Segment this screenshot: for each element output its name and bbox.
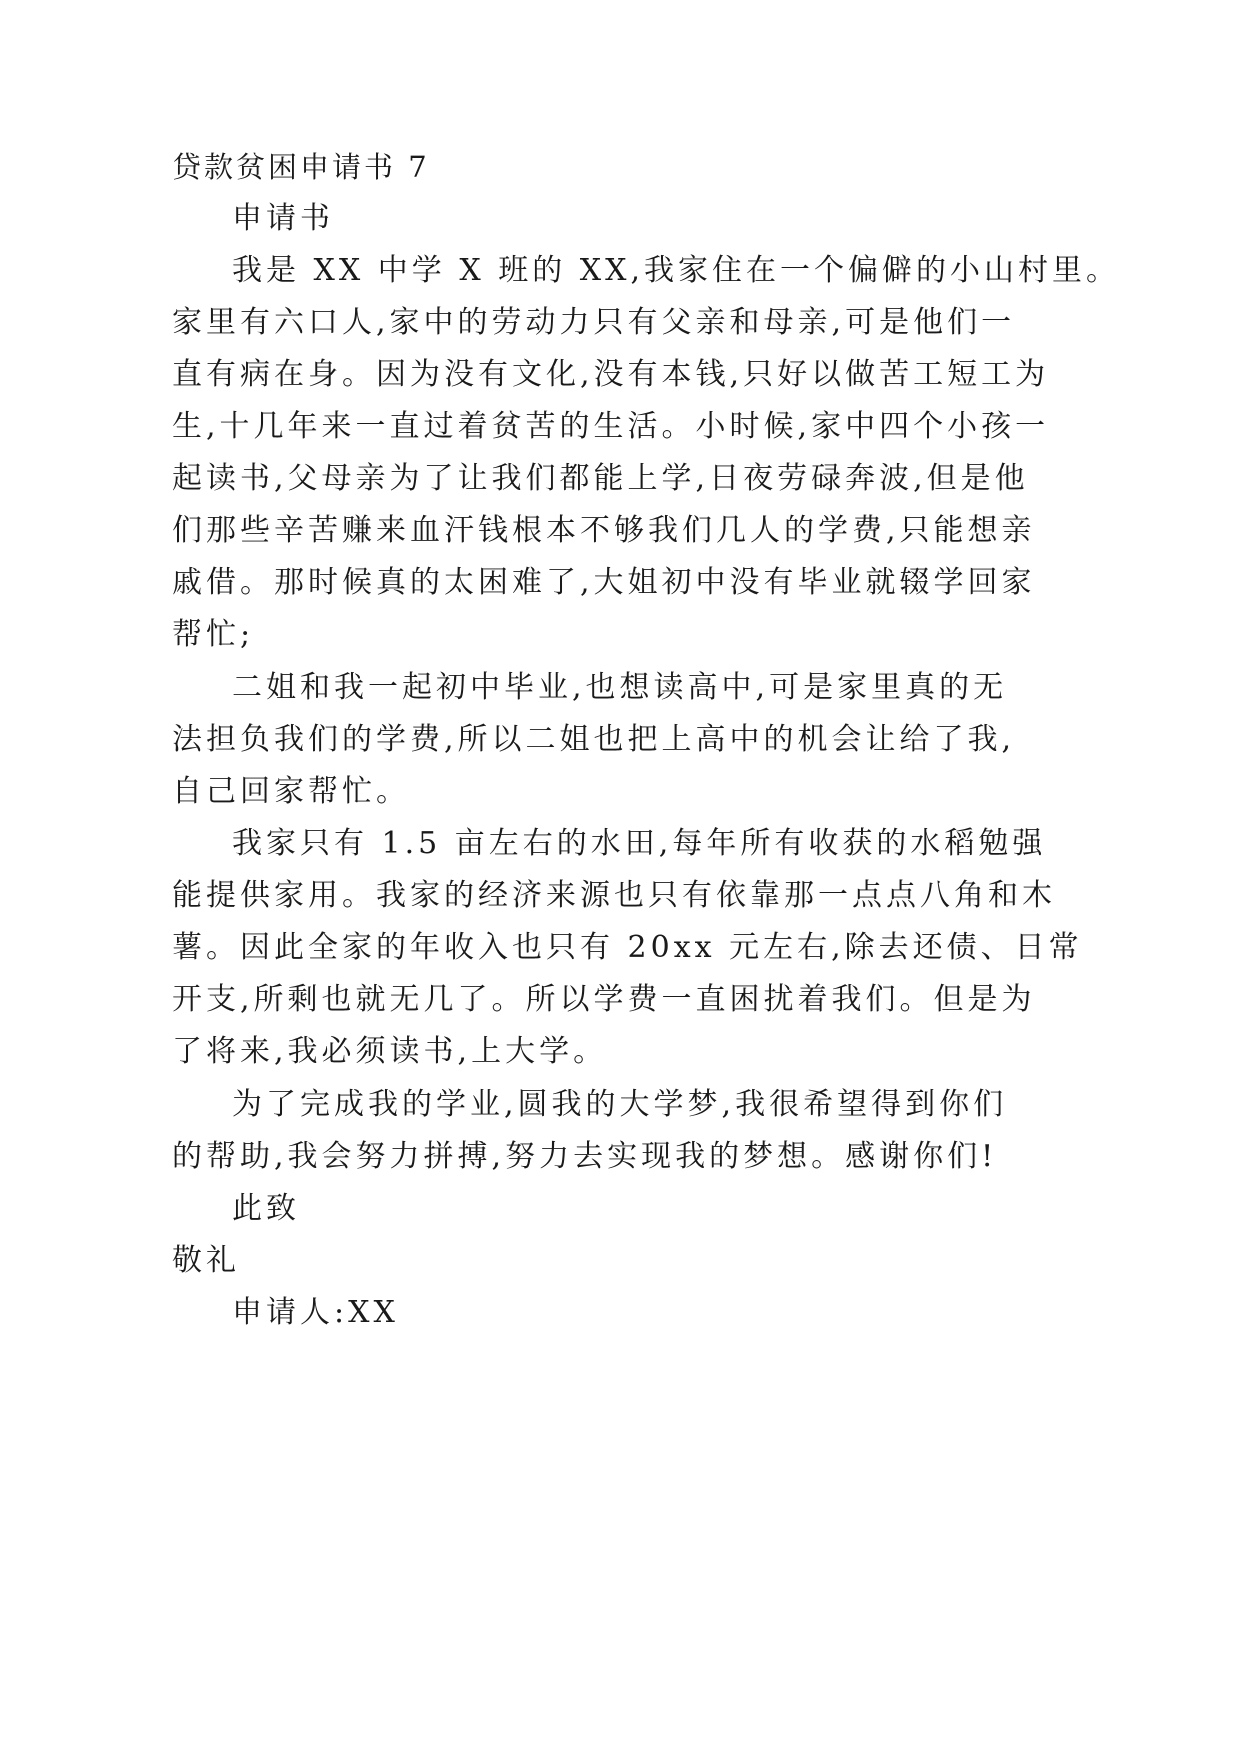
body-line: 直有病在身。因为没有文化,没有本钱,只好以做苦工短工为	[172, 357, 1050, 392]
body-line: 我家只有 1.5 亩左右的水田,每年所有收获的水稻勉强	[232, 826, 1047, 861]
document-title: 贷款贫困申请书 7	[172, 150, 430, 184]
body-line: 们那些辛苦赚来血汗钱根本不够我们几人的学费,只能想亲	[172, 513, 1036, 548]
body-line: 二姐和我一起初中毕业,也想读高中,可是家里真的无	[232, 670, 1008, 705]
document-heading: 申请书	[232, 201, 334, 236]
body-line: 为了完成我的学业,圆我的大学梦,我很希望得到你们	[232, 1087, 1008, 1122]
body-line: 我是 XX 中学 X 班的 XX,我家住在一个偏僻的小山村里。	[232, 253, 1121, 288]
body-line: 能提供家用。我家的经济来源也只有依靠那一点点八角和木	[172, 878, 1056, 913]
body-line: 生,十几年来一直过着贫苦的生活。小时候,家中四个小孩一	[172, 409, 1050, 444]
body-line: 的帮助,我会努力拼搏,努力去实现我的梦想。感谢你们!	[172, 1139, 998, 1174]
body-line: 起读书,父母亲为了让我们都能上学,日夜劳碌奔波,但是他	[172, 461, 1029, 496]
closing-line: 此致	[232, 1191, 300, 1226]
body-line: 家里有六口人,家中的劳动力只有父亲和母亲,可是他们一	[172, 305, 1016, 340]
body-line: 自己回家帮忙。	[172, 774, 410, 809]
body-line: 薯。因此全家的年收入也只有 20xx 元左右,除去还债、日常	[172, 930, 1083, 965]
body-line: 了将来,我必须读书,上大学。	[172, 1034, 608, 1069]
body-line: 戚借。那时候真的太困难了,大姐初中没有毕业就辍学回家	[172, 565, 1036, 600]
signature-line: 申请人:XX	[232, 1295, 399, 1330]
salute-line: 敬礼	[172, 1243, 240, 1278]
body-line: 开支,所剩也就无几了。所以学费一直困扰着我们。但是为	[172, 982, 1036, 1017]
body-line: 帮忙;	[172, 617, 255, 652]
body-line: 法担负我们的学费,所以二姐也把上高中的机会让给了我,	[172, 722, 1016, 757]
